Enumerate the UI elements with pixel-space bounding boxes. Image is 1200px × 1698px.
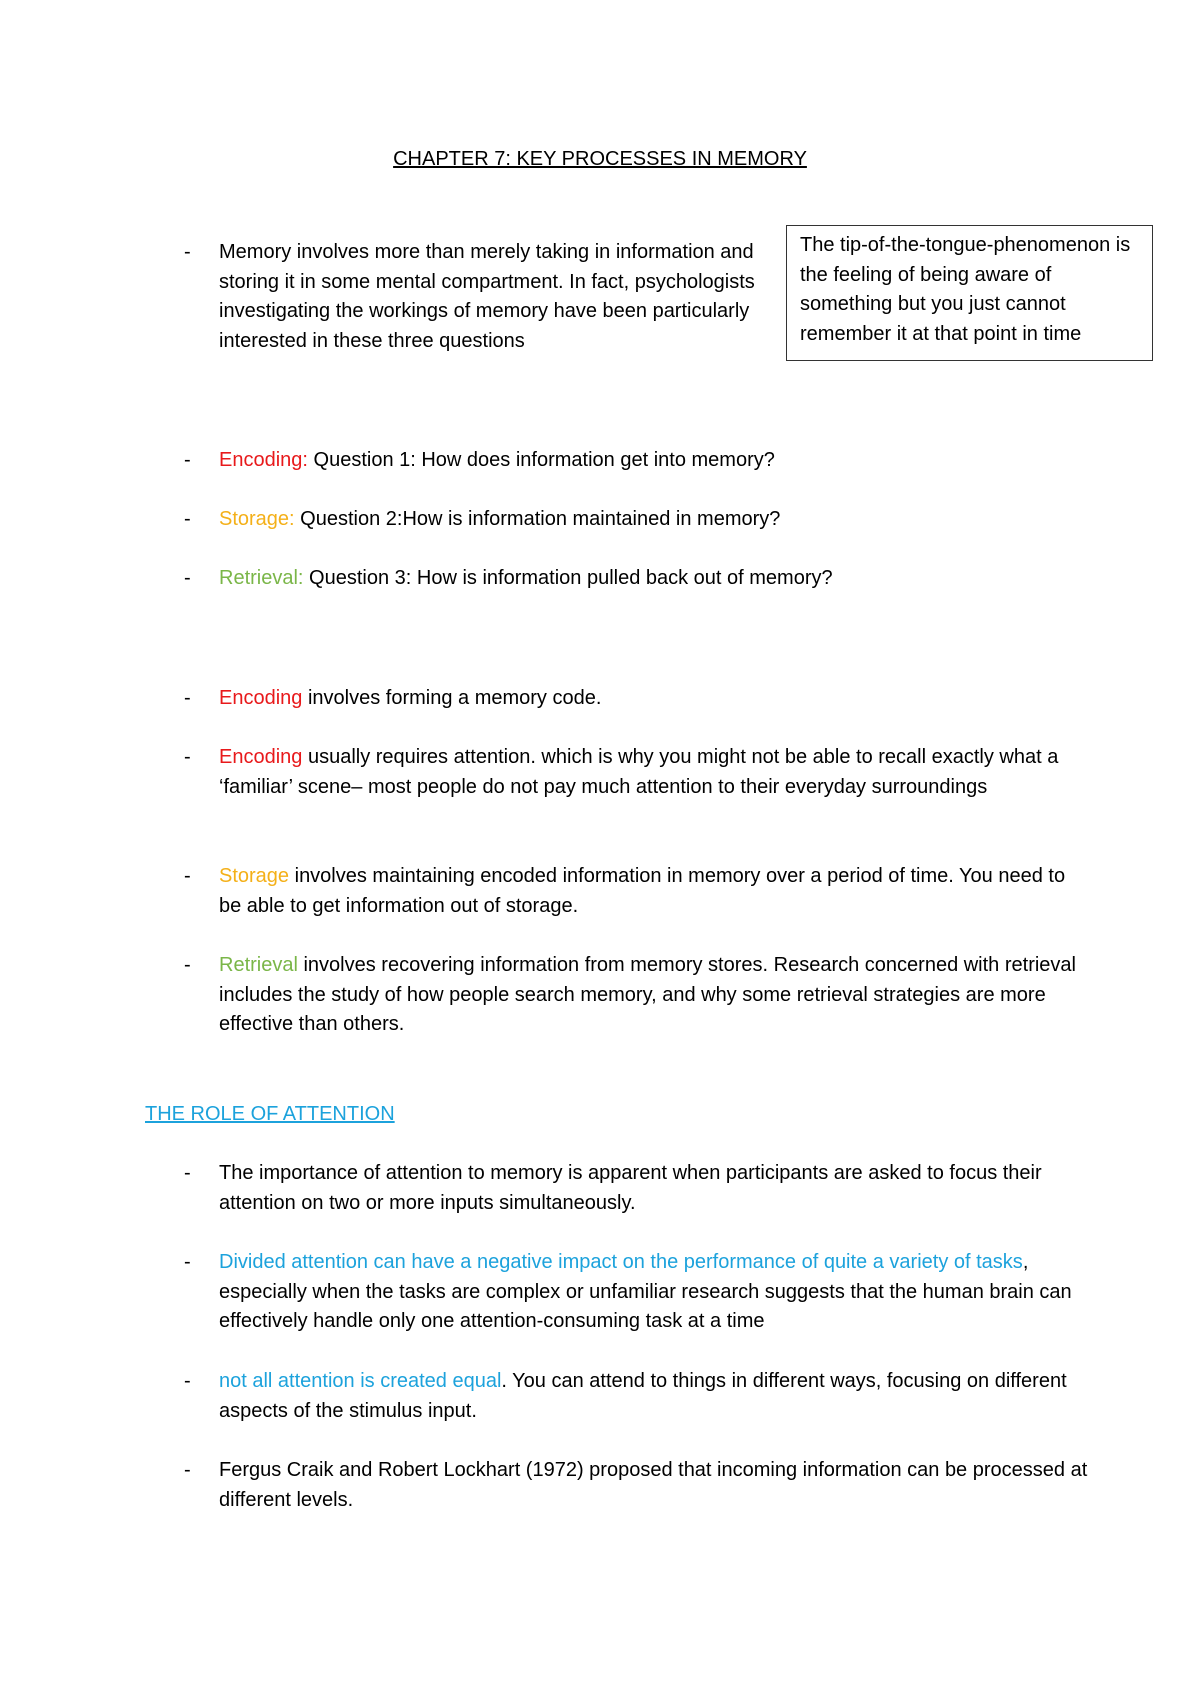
bullet-dash: - [184,1370,191,1392]
attention-text: The importance of attention to memory is apparent when participants are asked to focus their attention on two or more inputs simultaneously. [219,1162,1042,1214]
bullet-dash: - [184,954,191,976]
term-encoding: Encoding [219,687,303,709]
section-heading: THE ROLE OF ATTENTION [145,1103,395,1125]
attention-text: , especially when the tasks are complex or unfamiliar research suggests that the human brain can effectively handle only one attention-consuming task at a time [219,1251,1072,1332]
page-title: CHAPTER 7: KEY PROCESSES IN MEMORY [393,148,807,170]
intro-text: Memory involves more than merely taking in information and storing it in some mental compartment. In fact, psychologists investigating the workings of memory have been particularly interested in these three questions [219,241,755,352]
bullet-dash: - [184,241,191,263]
term-encoding: Encoding [219,746,303,768]
point-text: usually requires attention. which is why you might not be able to recall exactly what a ‘familiar’ scene– most people do not pay much attention to their everyday surroundings [219,746,1059,798]
bullet-dash: - [184,865,191,887]
term-retrieval: Retrieval [219,954,298,976]
bullet-dash: - [184,449,191,471]
point-text: involves recovering information from memory stores. Research concerned with retrieval includes the study of how people search memory, and why some retrieval strategies are more effective than others. [219,954,1076,1035]
highlight-text: Divided attention can have a negative impact on the performance of quite a variety of tasks [219,1251,1023,1273]
point-text: involves maintaining encoded information in memory over a period of time. You need to be able to get information out of storage. [219,865,1066,917]
attention-text: . You can attend to things in different ways, focusing on different aspects of the stimulus input. [219,1370,1067,1422]
bullet-dash: - [184,1251,191,1273]
term-storage: Storage [219,865,290,887]
bullet-dash: - [184,746,191,768]
question-text: Question 3: How is information pulled back out of memory? [303,567,833,589]
bullet-dash: - [184,1162,191,1184]
bullet-dash: - [184,1459,191,1481]
term-encoding: Encoding: [219,449,308,471]
term-retrieval: Retrieval: [219,567,304,589]
note-box: The tip-of-the-tongue-phenomenon is the feeling of being aware of something but you just cannot remember it at that point in time [786,225,1153,361]
bullet-dash: - [184,687,191,709]
bullet-dash: - [184,567,191,589]
question-text: Question 1: How does information get into memory? [307,449,775,471]
highlight-text: not all attention is created equal [219,1370,502,1392]
bullet-dash: - [184,508,191,530]
attention-text: Fergus Craik and Robert Lockhart (1972) proposed that incoming information can be processed at different levels. [219,1459,1088,1511]
term-storage: Storage: [219,508,295,530]
question-text: Question 2:How is information maintained in memory? [294,508,781,530]
point-text: involves forming a memory code. [302,687,602,709]
